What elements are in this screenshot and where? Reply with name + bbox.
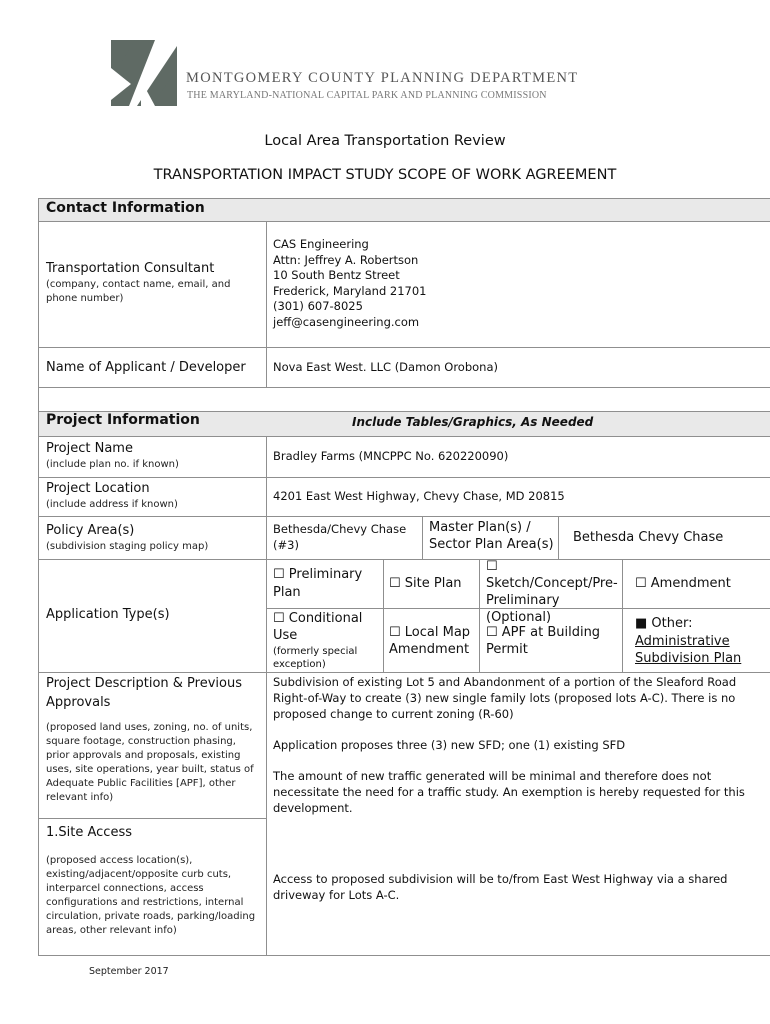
conditional-use-note: (formerly special exception) (273, 646, 358, 670)
consultant-hint: (company, contact name, email, and phone number) (46, 279, 231, 304)
site-access-value: Access to proposed subdivision will be to/from East West Highway via a shared driveway for Lots A-C. (273, 872, 728, 902)
org-subtitle: THE MARYLAND-NATIONAL CAPITAL PARK AND PLANNING COMMISSION (187, 90, 547, 101)
consultant-label-cell (46, 260, 258, 306)
consultant-value: CAS Engineering Attn: Jeffrey A. Robertson 10 South Bentz Street Frederick, Maryland 21701 (301) 607-8025 jeff@casengineering.com (273, 237, 427, 329)
applicant-label: Name of Applicant / Developer (46, 360, 246, 375)
description-label-cell (46, 674, 261, 805)
checkbox-preliminary-plan[interactable]: ☐ Preliminary Plan (273, 567, 363, 600)
contact-section-title: Contact Information (46, 200, 205, 216)
planning-department-logo (111, 40, 177, 106)
checkbox-local-map-amendment[interactable]: ☐ Local Map Amendment (389, 625, 471, 657)
document-title: Local Area Transportation Review (264, 133, 506, 149)
description-paragraph-2: Application proposes three (3) new SFD; one (1) existing SFD (273, 738, 626, 752)
consultant-label: Transportation Consultant (46, 261, 215, 276)
project-name-label: Project Name (46, 441, 133, 456)
master-plan-value: Bethesda Chevy Chase (573, 530, 724, 545)
checkbox-sketch-plan[interactable]: ☐ (486, 559, 498, 574)
description-label: Project Description & Previous Approvals (46, 676, 242, 710)
project-section-note: Include Tables/Graphics, As Needed (352, 415, 594, 429)
project-name-value: Bradley Farms (MNCPPC No. 620220090) (273, 449, 509, 463)
site-access-hint: (proposed access location(s), existing/adjacent/opposite curb cuts, interparcel connections, access configurations and restrictions, internal circulation, private roads, parking/loading areas, other relevant info) (46, 855, 256, 936)
sketch-plan-label: Sketch/Concept/Pre-Preliminary (Optional) (486, 576, 618, 625)
policy-area-label: Policy Area(s) (46, 523, 135, 538)
description-hint: (proposed land uses, zoning, no. of units, square footage, construction phasing, prior approvals and proposals, existing uses, site operations, year built, status of Adequate Public Facilities [APF], other relevant info) (46, 722, 254, 803)
checkbox-site-plan[interactable]: ☐ Site Plan (389, 576, 462, 591)
policy-area-value: Bethesda/Chevy Chase (#3) (273, 522, 407, 552)
project-location-label-cell (46, 480, 261, 512)
application-type-label: Application Type(s) (46, 607, 170, 622)
project-location-label: Project Location (46, 481, 150, 496)
policy-area-label-cell (46, 522, 261, 554)
checkbox-amendment[interactable]: ☐ Amendment (635, 576, 731, 591)
applicant-value: Nova East West. LLC (Damon Orobona) (273, 360, 498, 374)
org-name: MONTGOMERY COUNTY PLANNING DEPARTMENT (186, 70, 579, 86)
checkbox-other[interactable]: ■ Other: (635, 616, 693, 631)
scope-form-table (38, 198, 770, 956)
other-application-value: Administrative Subdivision Plan (635, 634, 742, 666)
document-subtitle: TRANSPORTATION IMPACT STUDY SCOPE OF WORK AGREEMENT (153, 167, 617, 183)
footer-date: September 2017 (89, 966, 169, 977)
checkbox-apf-building-permit[interactable]: ☐ APF at Building Permit (486, 625, 601, 657)
master-plan-label: Master Plan(s) / Sector Plan Area(s) (429, 520, 554, 552)
project-section-title: Project Information (46, 412, 200, 428)
description-paragraph-1: Subdivision of existing Lot 5 and Abandonment of a portion of the Sleaford Road Right-of-Way to create (3) new single family lots (proposed lots A-C). There is no proposed change to current zoning (R-60) (273, 675, 737, 721)
description-paragraph-3: The amount of new traffic generated will be minimal and therefore does not necessitate the need for a traffic study. An exemption is hereby requested for this development. (273, 769, 745, 815)
project-location-value: 4201 East West Highway, Chevy Chase, MD 20815 (273, 489, 565, 503)
project-name-label-cell (46, 440, 261, 472)
policy-area-hint: (subdivision staging policy map) (46, 541, 209, 552)
project-location-hint: (include address if known) (46, 499, 178, 510)
site-access-label: 1.Site Access (46, 825, 132, 840)
project-name-hint: (include plan no. if known) (46, 459, 179, 470)
checkbox-conditional-use[interactable]: ☐ Conditional Use (273, 611, 363, 643)
site-access-label-cell (46, 824, 261, 938)
